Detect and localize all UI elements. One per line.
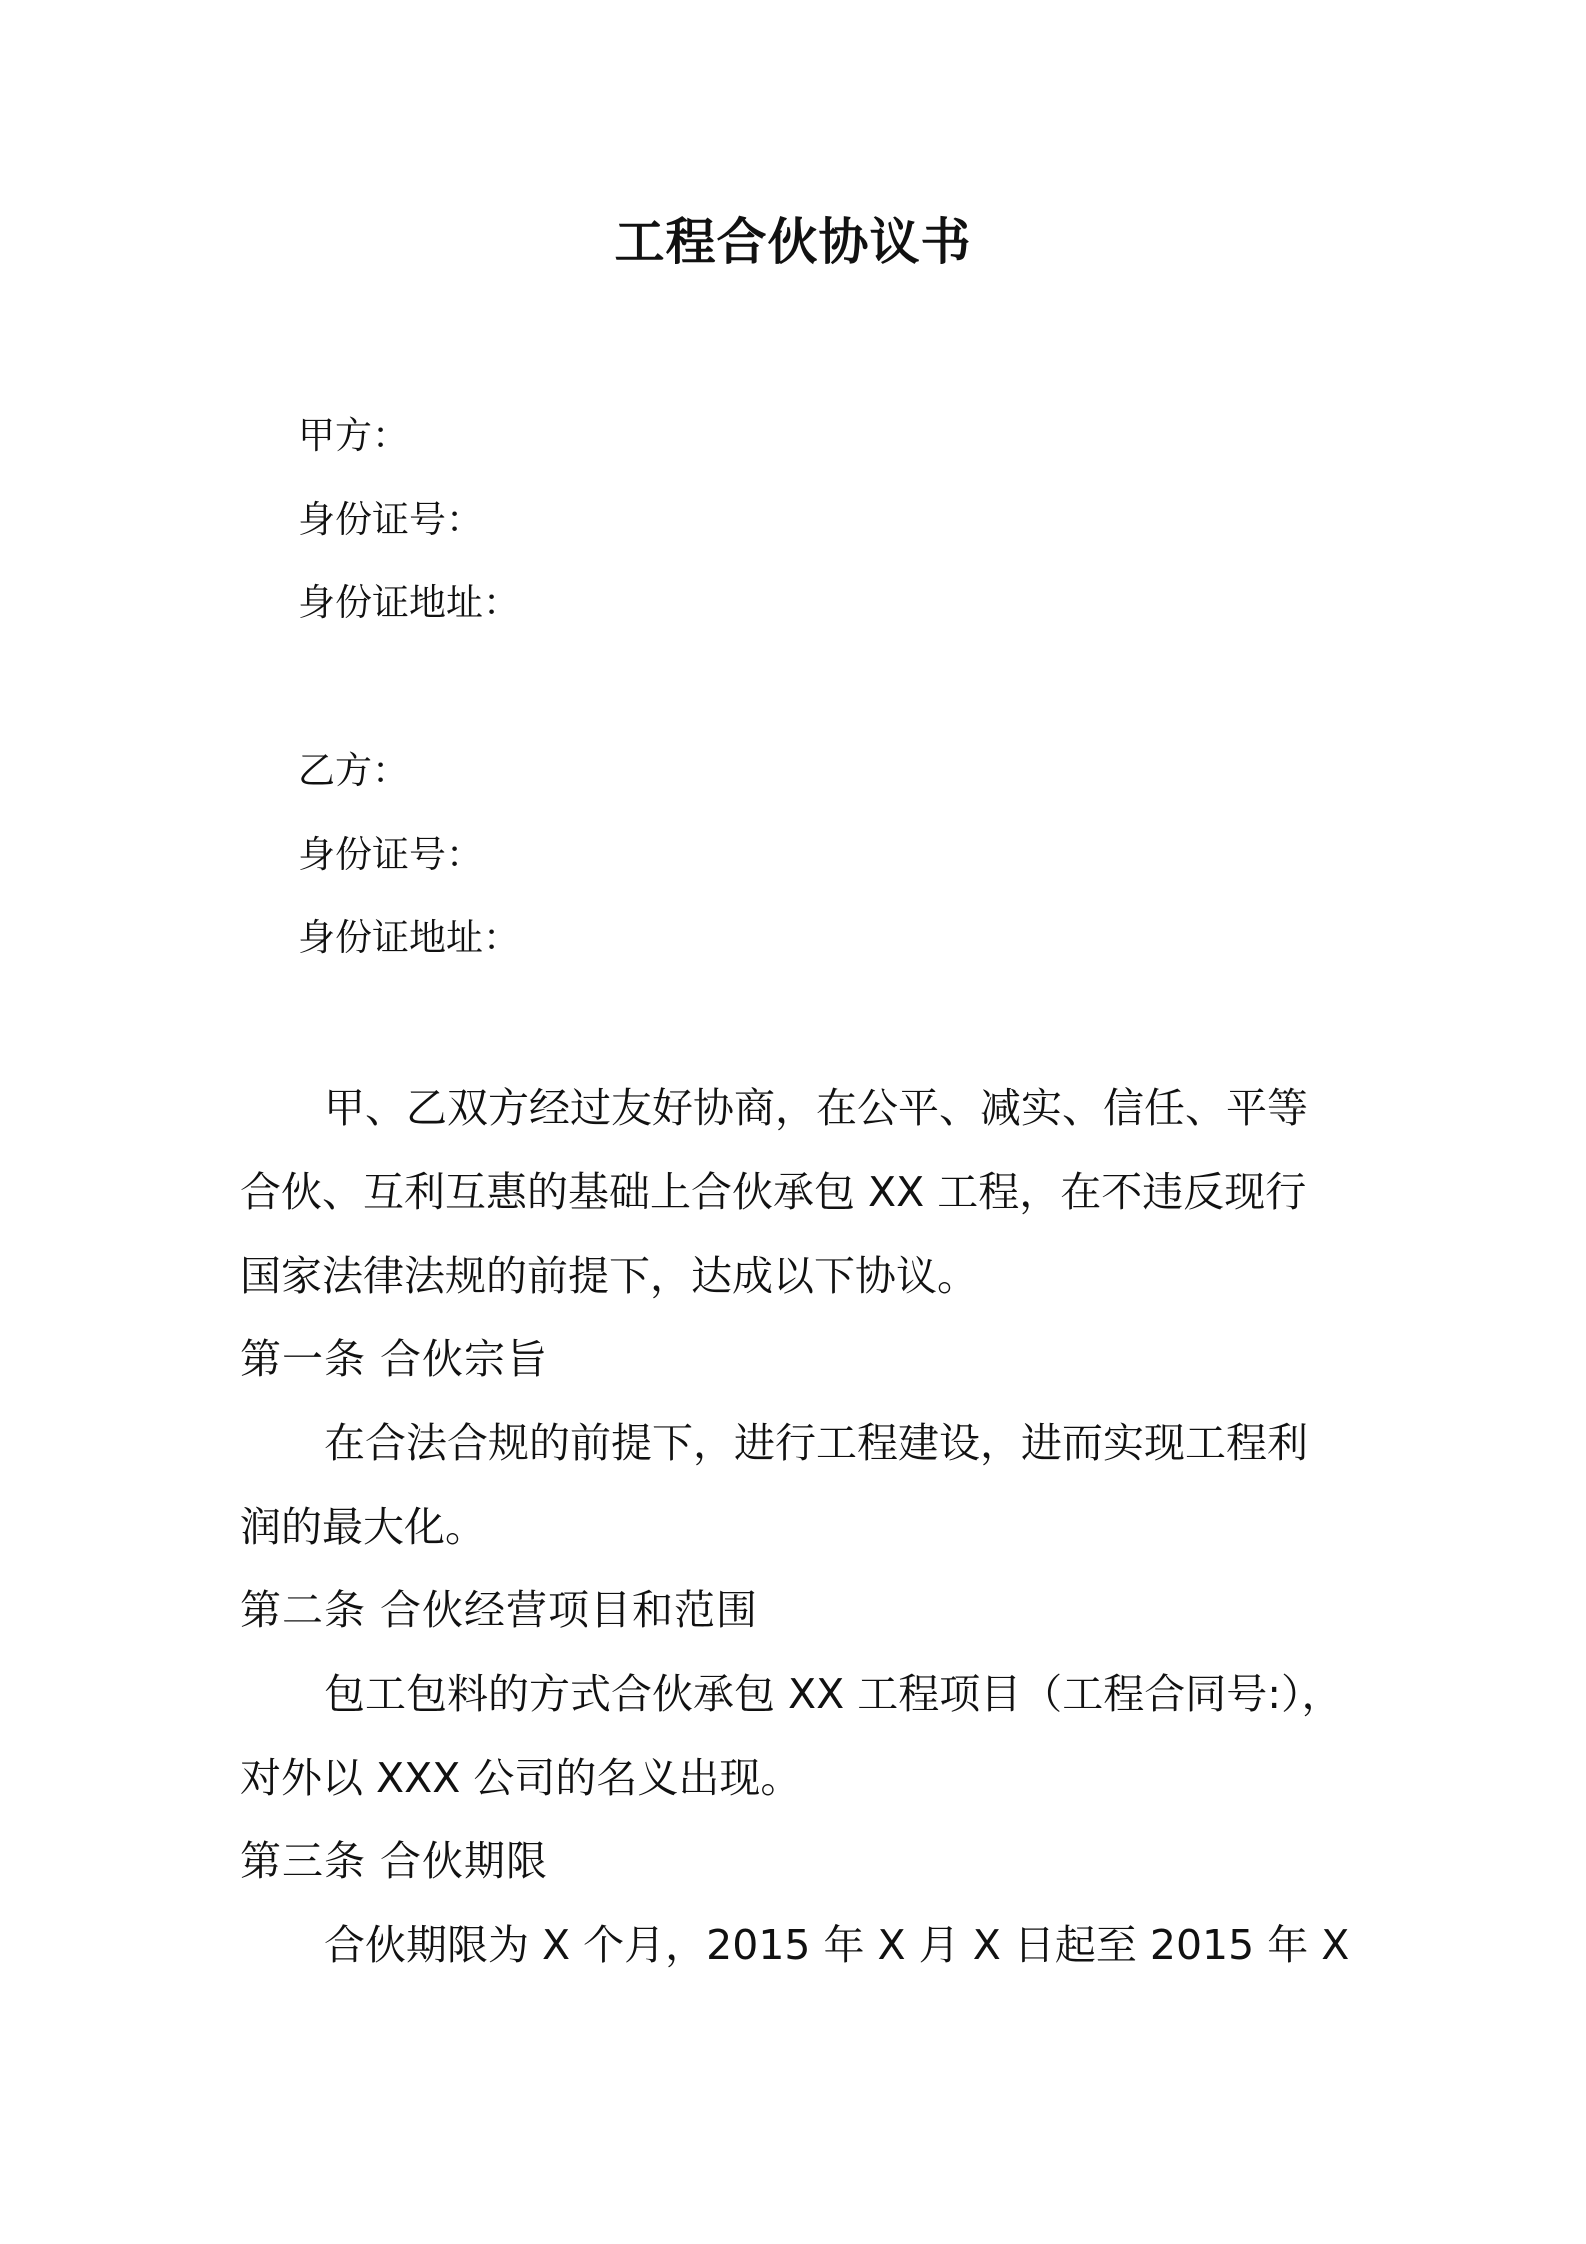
article-2-line-2: 对外以 XXX 公司的名义出现。 — [240, 1754, 802, 1802]
preamble-line-3: 国家法律法规的前提下，达成以下协议。 — [240, 1252, 978, 1300]
party-a-address-label: 身份证地址： — [298, 581, 520, 624]
article-3-line-1: 合伙期限为 X 个月，2015 年 X 月 X 日起至 2015 年 X — [324, 1921, 1350, 1969]
article-1-heading: 第一条 合伙宗旨 — [240, 1335, 549, 1383]
party-b-address-label: 身份证地址： — [298, 916, 520, 959]
article-2-heading: 第二条 合伙经营项目和范围 — [240, 1586, 759, 1634]
article-3-heading: 第三条 合伙期限 — [240, 1837, 549, 1885]
party-b-id-label: 身份证号： — [298, 833, 483, 876]
party-a-name-label: 甲方： — [298, 414, 409, 457]
preamble-line-2: 合伙、互利互惠的基础上合伙承包 XX 工程，在不违反现行 — [240, 1168, 1307, 1216]
article-1-line-2: 润的最大化。 — [240, 1503, 486, 1551]
document-title: 工程合伙协议书 — [614, 213, 972, 271]
article-2-line-1: 包工包料的方式合伙承包 XX 工程项目（工程合同号:）， — [324, 1670, 1343, 1718]
party-b-name-label: 乙方： — [298, 749, 409, 792]
article-1-line-1: 在合法合规的前提下，进行工程建设，进而实现工程利 — [324, 1419, 1308, 1467]
preamble-line-1: 甲、乙双方经过友好协商，在公平、减实、信任、平等 — [324, 1084, 1308, 1132]
party-a-id-label: 身份证号： — [298, 498, 483, 541]
